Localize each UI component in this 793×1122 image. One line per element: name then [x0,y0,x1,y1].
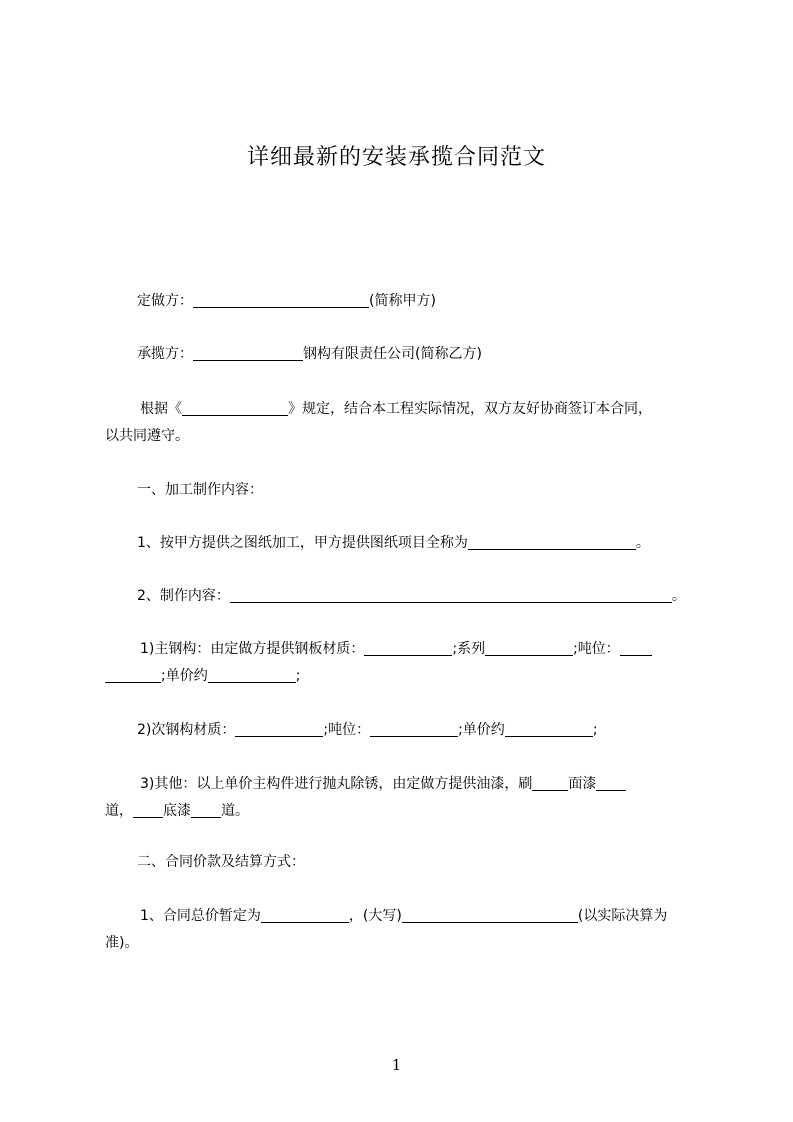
item-2-period: 。 [671,588,686,604]
face-paint-label: 面漆 [568,776,597,792]
secondary-steel-line [137,716,737,744]
project-name-blank[interactable] [468,533,636,550]
price-line-1 [140,902,740,930]
price-suffix: (以实际决算为 [577,908,668,924]
intro-prefix: 根据《 [140,401,182,417]
face-paint-blank[interactable] [596,774,626,791]
main-steel-tonnage-blank-cont[interactable] [105,666,161,683]
party-b-blank[interactable] [193,344,303,361]
party-a-line [137,287,737,315]
party-a-blank[interactable] [193,291,369,308]
regulation-blank[interactable] [182,399,288,416]
secondary-steel-tonnage-blank[interactable] [370,720,458,737]
main-steel-line-2 [105,662,705,690]
item-1-line [137,529,737,557]
price-uppercase-blank[interactable] [402,906,578,923]
item-2-line [137,582,737,610]
main-steel-series-blank[interactable] [485,639,573,656]
main-steel-material-blank[interactable] [364,639,452,656]
content-blank[interactable] [230,586,672,603]
main-steel-series-label: ;系列 [452,641,486,657]
item-1-period: 。 [635,535,650,551]
secondary-steel-price-blank[interactable] [505,720,593,737]
base-paint-coats-blank[interactable] [133,801,163,818]
main-steel-price-blank[interactable] [208,666,296,683]
secondary-steel-price-label: ;单价约 [458,722,505,738]
party-b-line [137,340,737,368]
document-title: 详细最新的安装承揽合同范文 [246,145,546,170]
main-steel-label: 1)主钢构：由定做方提供钢板材质： [140,641,365,657]
secondary-steel-label: 2)次钢构材质： [137,722,236,738]
secondary-steel-end: ; [592,722,598,738]
price-line-2: 准)。 [105,935,139,951]
party-b-suffix: 钢构有限责任公司(简称乙方) [303,346,482,362]
face-paint-coats-blank[interactable] [532,774,568,791]
main-steel-tonnage-blank[interactable] [620,639,652,656]
main-steel-end: ; [295,668,301,684]
intro-suffix: 》规定，结合本工程实际情况，双方友好协商签订本合同， [288,401,652,417]
main-steel-line-1 [140,635,740,663]
total-price-blank[interactable] [261,906,349,923]
price-uppercase-label: ，(大写) [348,908,402,924]
other-line-2-prefix: 道， [105,803,133,819]
secondary-steel-tonnage-label: ;吨位： [323,722,371,738]
page-number: 1 [391,1056,402,1074]
price-label: 1、合同总价暂定为 [140,908,261,924]
item-1-text: 1、按甲方提供之图纸加工，甲方提供图纸项目全称为 [137,535,468,551]
main-steel-price-label: ;单价约 [161,668,208,684]
item-2-text: 2、制作内容： [137,588,230,604]
other-label: 3)其他：以上单价主构件进行抛丸除锈，由定做方提供油漆，刷 [140,776,533,792]
other-line-1 [140,770,740,798]
other-line-2-end: 道。 [221,803,249,819]
intro-line-2: 以共同遵守。 [105,428,189,444]
section-2-heading: 二、合同价款及结算方式： [137,854,305,870]
other-line-2 [105,797,705,825]
party-a-label: 定做方： [137,293,193,309]
base-paint-blank[interactable] [191,801,221,818]
intro-line-1 [140,395,740,423]
party-a-suffix: (简称甲方) [369,293,436,309]
secondary-steel-material-blank[interactable] [235,720,323,737]
section-1-heading: 一、加工制作内容： [137,482,263,498]
party-b-label: 承揽方： [137,346,193,362]
main-steel-tonnage-label: ;吨位： [573,641,620,657]
base-paint-label: 底漆 [163,803,191,819]
